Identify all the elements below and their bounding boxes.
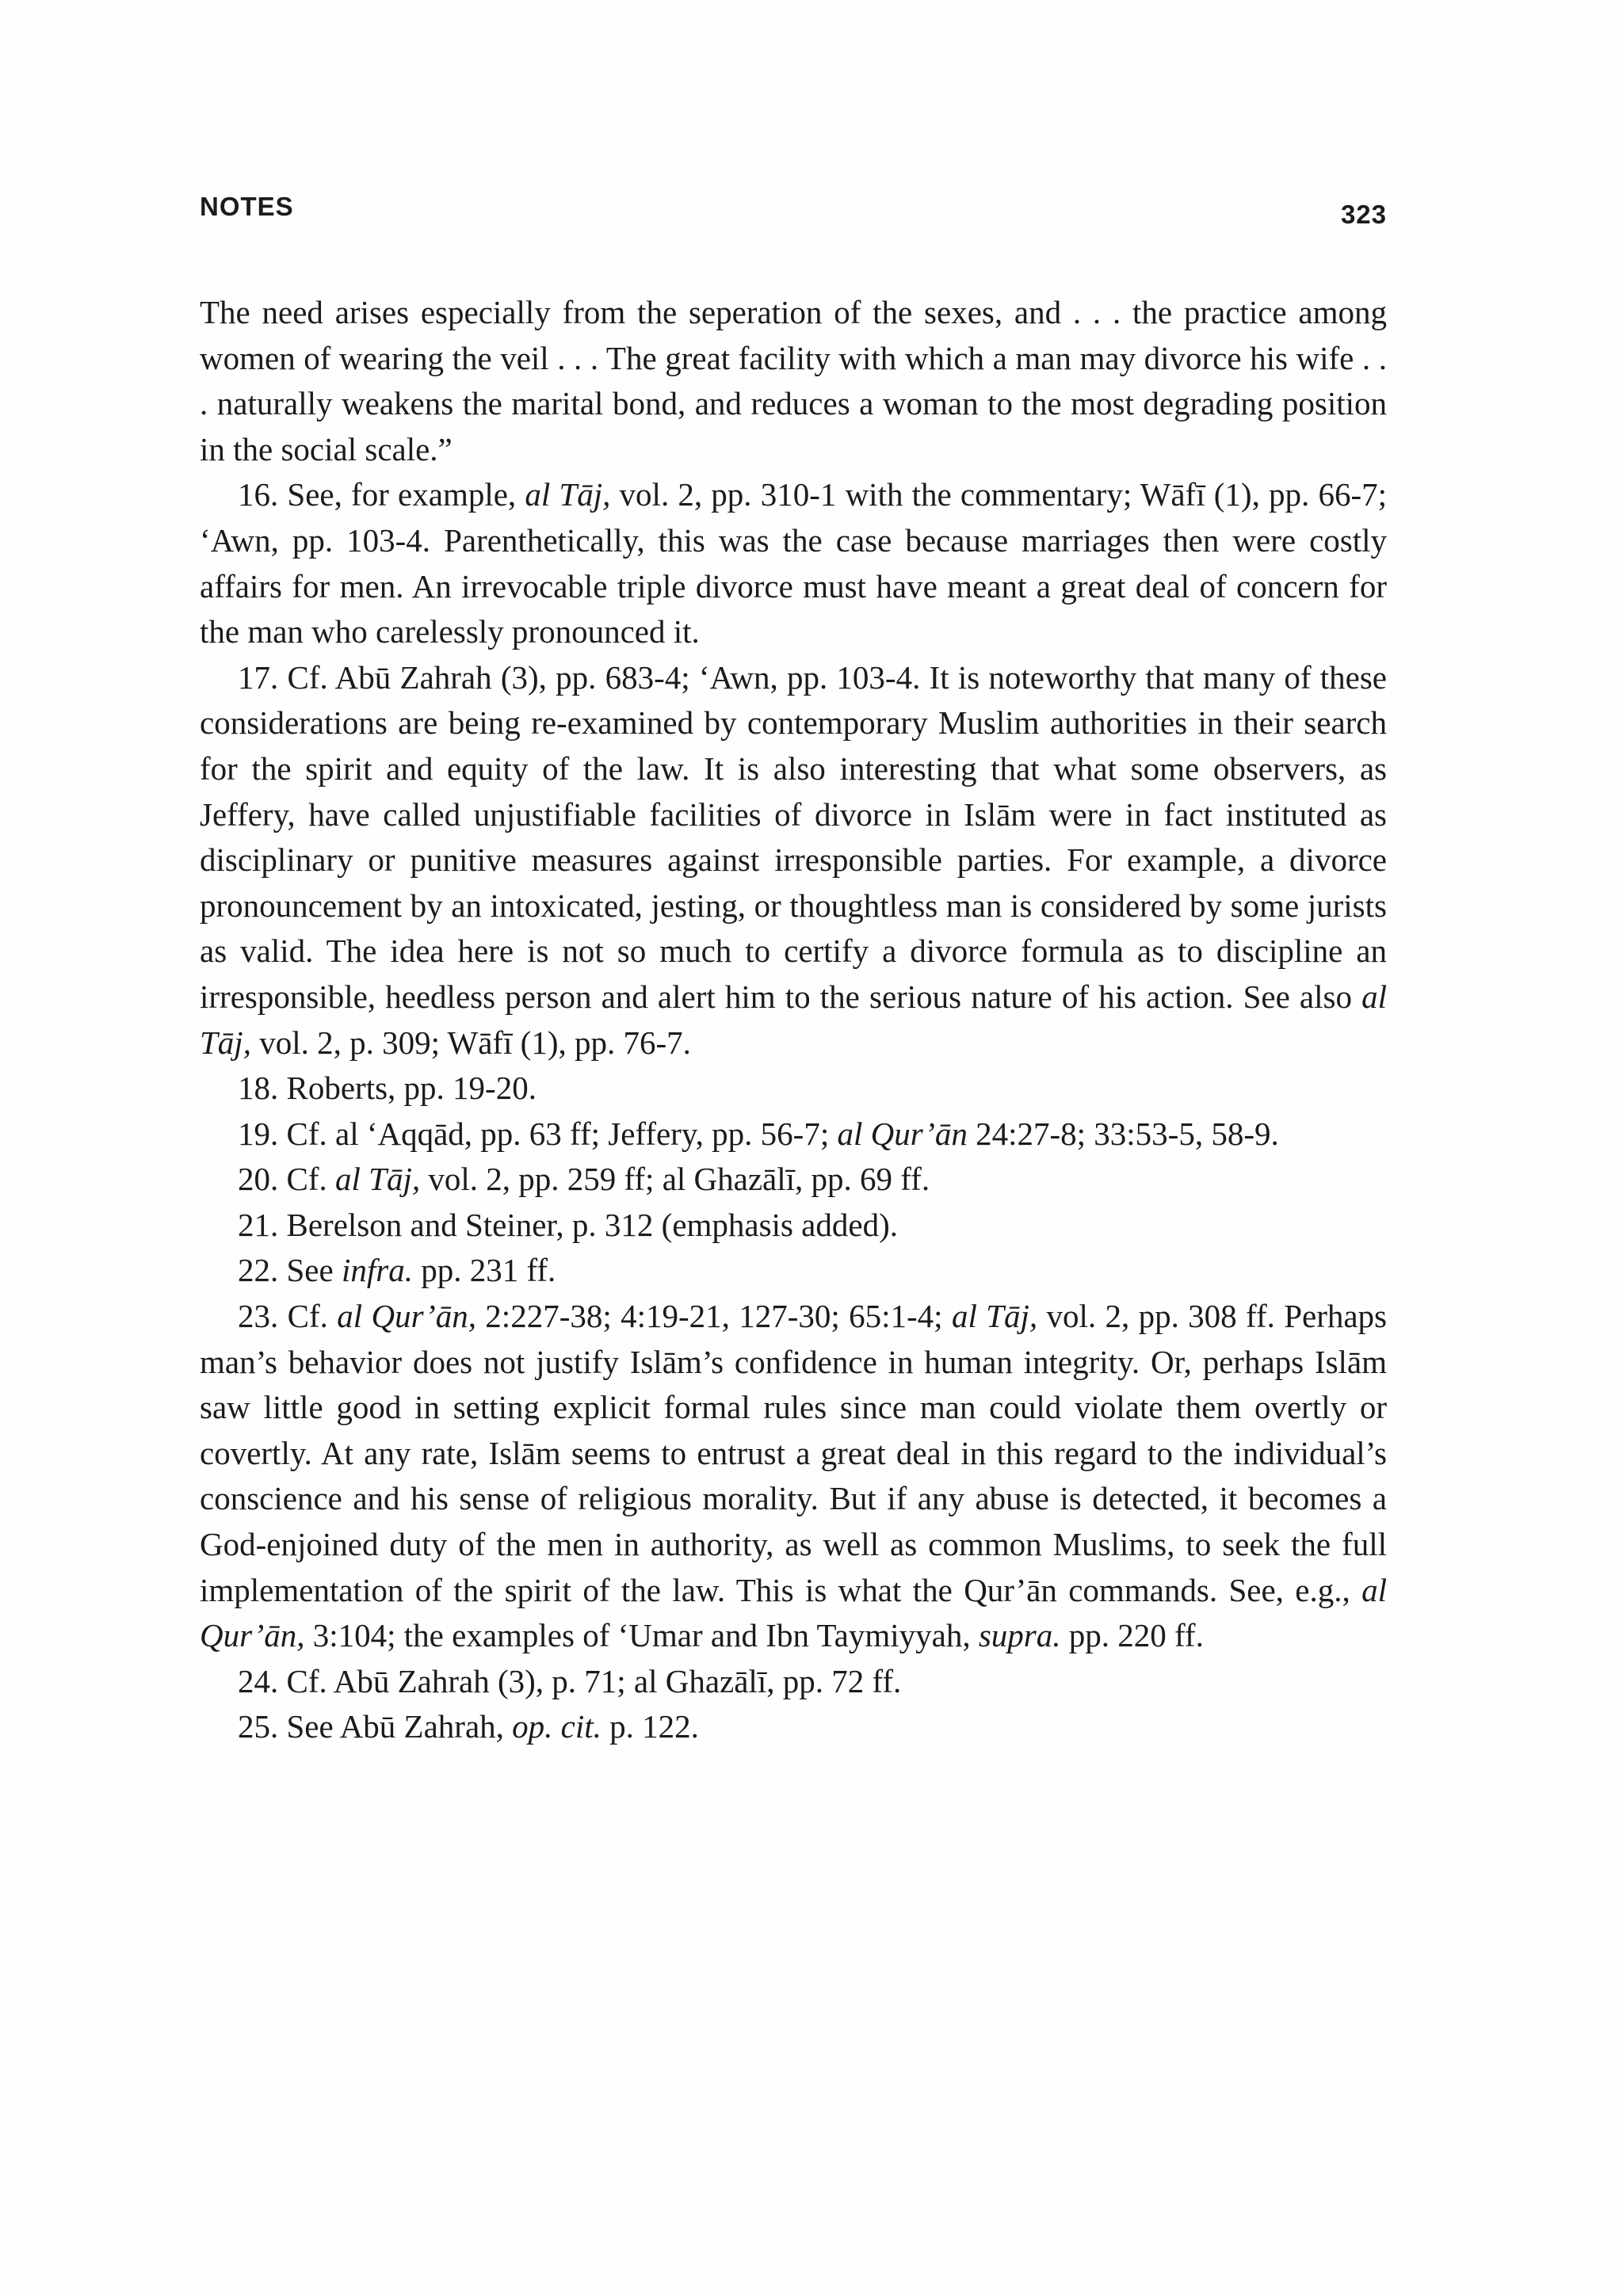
note-20-text-end: vol. 2, pp. 259 ff; al Ghazālī, pp. 69 ff. xyxy=(420,1161,930,1198)
note-21: 21. Berelson and Steiner, p. 312 (emphasis added). xyxy=(238,1206,898,1243)
note-19-text: 19. Cf. al ‘Aqqād, pp. 63 ff; Jeffery, pp. 56-7; xyxy=(238,1115,838,1152)
note-19 xyxy=(200,1112,1387,1158)
note-23-title-3: al Qur’ān, xyxy=(200,1571,1387,1654)
note-22 xyxy=(200,1248,1387,1294)
note-16-text: 16. See, for example, xyxy=(238,476,525,513)
note-20 xyxy=(200,1157,1387,1203)
running-head xyxy=(200,192,1387,231)
note-25-text-end: p. 122. xyxy=(601,1708,699,1745)
note-17-title: al Tāj, xyxy=(200,978,1387,1061)
notes-body xyxy=(200,290,1387,1750)
note-16 xyxy=(200,472,1387,654)
note-17-text: 17. Cf. Abū Zahrah (3), pp. 683-4; ‘Awn, pp. 103-4. It is noteworthy that many of these considerations are being re-examined by contemporary Muslim authorities in their search for the spirit and equity of the law. It is also interesting that what some observers, as Jeffery, have called unjustifiable facilities of divorce in Islām were in fact instituted as disciplinary or punitive measures against irresponsible parties. For example, a divorce pronouncement by an intoxicated, jesting, or thoughtless man is considered by some jurists as valid. The idea here is not so much to certify a divorce formula as to discipline an irresponsible, heedless person and alert him to the serious nature of his action. See also xyxy=(200,658,1387,1015)
note-22-text-end: pp. 231 ff. xyxy=(412,1252,556,1289)
note-20-title: al Tāj, xyxy=(335,1161,421,1198)
note-23-text-3: vol. 2, pp. 308 ff. Perhaps man’s behavior does not justify Islām’s confidence in human integrity. Or, perhaps Islām saw little good in setting explicit formal rules since man could violate them overtly or covertly. At any rate, Islām seems to entrust a great deal in this regard to the individual’s conscience and his sense of religious morality. But if any abuse is detected, it becomes a God-enjoined duty of the men in authority, as well as common Muslims, to seek the full implementation of the spirit of the law. This is what the Qur’ān commands. See, e.g., xyxy=(200,1298,1388,1608)
note-23-ref: supra. xyxy=(978,1617,1061,1654)
note-17-text-end: vol. 2, p. 309; Wāfī (1), pp. 76-7. xyxy=(250,1024,691,1061)
note-23-title-2: al Tāj, xyxy=(951,1298,1038,1335)
note-19-text-end: 24:27-8; 33:53-5, 58-9. xyxy=(967,1115,1279,1152)
note-25-ref: op. cit. xyxy=(512,1708,601,1745)
note-23-text: 23. Cf. xyxy=(238,1298,338,1335)
note-18: 18. Roberts, pp. 19-20. xyxy=(238,1070,537,1107)
page-number: 323 xyxy=(1340,200,1387,229)
note-17 xyxy=(200,655,1387,1066)
note-15-continuation: The need arises especially from the seperation of the sexes, and . . . the practice among women of wearing the veil . . . The great facility with which a man may divorce his wife . . . naturally weakens the marital bond, and reduces a woman to the most degrading position in the social scale.” xyxy=(200,294,1387,467)
note-23-text-end: pp. 220 ff. xyxy=(1060,1617,1204,1654)
section-title: NOTES xyxy=(200,192,294,221)
note-23-text-2: 2:227-38; 4:19-21, 127-30; 65:1-4; xyxy=(475,1298,952,1335)
note-22-ref: infra. xyxy=(341,1252,413,1289)
note-19-title: al Qur’ān xyxy=(837,1115,968,1152)
note-25 xyxy=(200,1704,1387,1750)
note-16-title: al Tāj, xyxy=(525,476,611,513)
note-22-text: 22. See xyxy=(238,1252,342,1289)
note-23-title-1: al Qur’ān, xyxy=(337,1298,476,1335)
note-16-text-end: vol. 2, pp. 310-1 with the commentary; Wāfī (1), pp. 66-7; ‘Awn, pp. 103-4. Parenthetically, this was the case because marriages then were costly affairs for men. An irrevocable triple divorce must have meant a great deal of concern for the man who carelessly pronounced it. xyxy=(200,476,1387,650)
note-23 xyxy=(200,1294,1387,1659)
note-24: 24. Cf. Abū Zahrah (3), p. 71; al Ghazālī, pp. 72 ff. xyxy=(238,1662,902,1699)
note-20-text: 20. Cf. xyxy=(238,1161,335,1198)
note-23-text-4: 3:104; the examples of ‘Umar and Ibn Taymiyyah, xyxy=(304,1617,979,1654)
note-25-text: 25. See Abū Zahrah, xyxy=(238,1708,513,1745)
